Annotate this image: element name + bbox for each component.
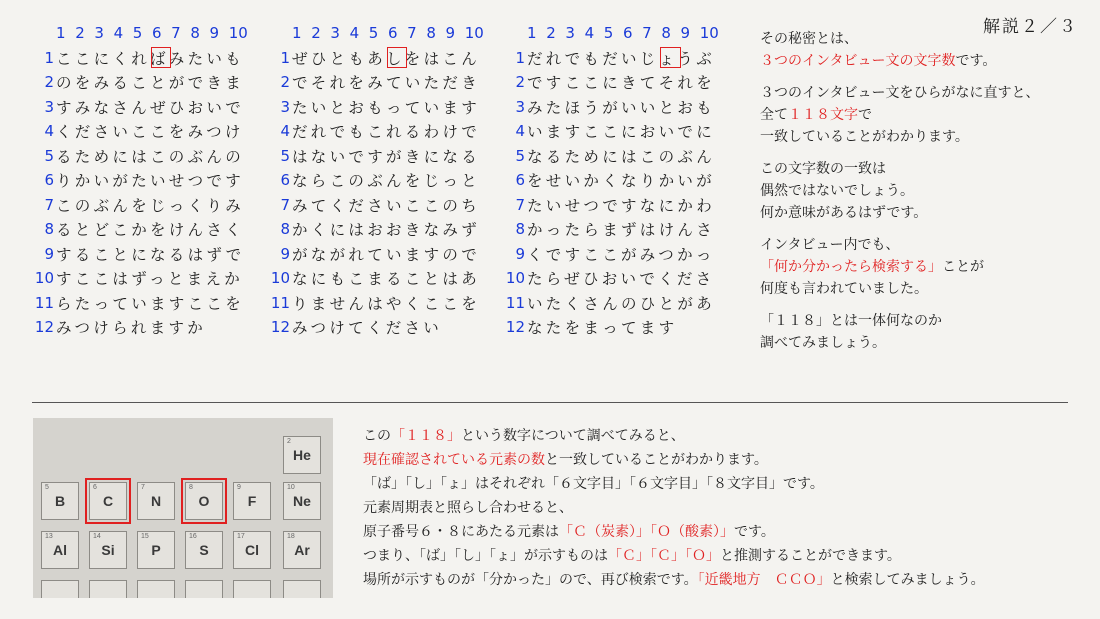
grid-row (503, 316, 677, 339)
element-tile-f (233, 482, 271, 520)
row-text: ここにくればみたいも (56, 49, 245, 68)
row-number: 1 (515, 48, 525, 67)
row-text: なにもこまることはあ (292, 270, 481, 288)
row-number: 12 (505, 318, 525, 336)
grid-row (32, 291, 244, 314)
row-text: らたっていますここを (56, 294, 245, 313)
row-number: 5 (44, 146, 54, 165)
grid-row (32, 71, 244, 94)
row-number: 9 (44, 244, 54, 263)
bottom-line-7 (363, 568, 985, 592)
column-number: 6 (622, 24, 633, 42)
grid-row (503, 169, 715, 192)
explanation-text (760, 28, 1080, 364)
grid-row (268, 193, 480, 216)
row-number: 7 (515, 195, 525, 214)
element-tile-ar (283, 531, 321, 569)
explanation-p3 (760, 158, 1080, 224)
element-tile-b (41, 482, 79, 520)
row-text: なるためにはこのぶん (527, 147, 716, 166)
grid-row (32, 242, 244, 265)
row-text: たらぜひおいでくださ (527, 270, 715, 288)
row-number: 7 (44, 195, 54, 214)
row-number: 4 (515, 122, 525, 140)
bottom-line-6-highlight: 「Ｃ」「Ｃ」「Ｏ」 (608, 548, 720, 564)
explanation-p2-line1: ３つのインタビュー文をひらがなに直すと、 (760, 85, 1040, 101)
grid-row (268, 71, 480, 94)
highlight-box (387, 47, 407, 68)
grid-row (503, 291, 715, 314)
row-text: でそれをみていただき (292, 74, 481, 92)
column-number: 8 (661, 24, 671, 42)
bottom-line-7-highlight: 「近畿地方 ＣＣＯ」 (697, 572, 831, 588)
column-number: 4 (113, 24, 124, 42)
grid-row (32, 95, 244, 118)
atomic-number: 5 (45, 484, 49, 491)
grid-row (503, 218, 715, 241)
row-number: 11 (505, 293, 525, 312)
atomic-number: 18 (287, 533, 295, 540)
column-number: 9 (209, 24, 220, 42)
column-number: 1 (527, 24, 537, 42)
grid-row (268, 95, 480, 118)
column-number: 10 (228, 24, 248, 42)
row-text: がながれていますので (292, 245, 481, 264)
grid-row (268, 316, 442, 339)
row-text: たいとおもっています (292, 98, 481, 117)
grid-row (268, 218, 480, 241)
explanation-p4-line3: 何度も言われていました。 (760, 281, 928, 297)
atomic-number: 6 (93, 484, 97, 491)
column-number: 3 (94, 24, 104, 42)
row-number: 3 (515, 97, 525, 116)
column-number: 8 (426, 24, 436, 42)
row-text: をせいかくなりかいが (527, 172, 716, 190)
bottom-line-2-b: と一致していることがわかります。 (545, 452, 768, 468)
atomic-number: 8 (189, 484, 193, 491)
row-text: いたくさんのひとがあ (527, 294, 716, 313)
row-text: なたをまってます (527, 319, 678, 337)
bottom-line-2-highlight: 現在確認されている元素の数 (363, 452, 545, 468)
bottom-line-6 (363, 544, 985, 568)
element-tile-partial (185, 580, 223, 598)
bottom-line-1-highlight: 「１１８」 (391, 428, 461, 444)
element-tile-he (283, 436, 321, 474)
column-number: 9 (680, 24, 691, 42)
column-number: 8 (190, 24, 200, 42)
explanation-p3-line3: 何か意味があるはずです。 (760, 205, 928, 221)
column-number: 3 (330, 24, 340, 42)
row-text: みつけられますか (56, 319, 207, 337)
row-number: 2 (44, 73, 54, 91)
element-tile-partial (137, 580, 175, 598)
bottom-line-1 (363, 424, 985, 448)
element-tile-s (185, 531, 223, 569)
row-number: 11 (270, 293, 290, 312)
column-number: 2 (546, 24, 556, 42)
row-number: 10 (505, 269, 525, 287)
row-number: 6 (280, 171, 290, 189)
explanation-p4-suffix: ことが (942, 259, 984, 275)
atomic-number: 14 (93, 533, 101, 540)
row-text: たいせつですなにかわ (527, 196, 716, 215)
column-number: 5 (368, 24, 379, 42)
column-number: 7 (642, 24, 652, 42)
bottom-line-5-highlight: 「Ｃ（炭素）」「Ｏ（酸素）」 (559, 524, 734, 540)
explanation-p5 (760, 310, 1080, 354)
grid-row (32, 193, 244, 216)
row-number: 8 (44, 220, 54, 238)
column-numbers (292, 24, 484, 42)
column-number: 4 (584, 24, 595, 42)
column-numbers (56, 24, 248, 42)
row-text: ぜひともあしをはこん (292, 49, 481, 68)
row-text: みつけてください (292, 319, 443, 337)
grid-row (268, 169, 480, 192)
grid-row (32, 169, 244, 192)
column-number: 2 (75, 24, 85, 42)
row-text: くださいここをみつけ (56, 123, 244, 141)
row-number: 8 (515, 220, 525, 238)
row-text: りかいがたいせつです (56, 172, 245, 190)
explanation-p1 (760, 28, 1080, 72)
explanation-p1-suffix: です。 (955, 53, 997, 69)
column-number: 9 (445, 24, 456, 42)
row-text: はないですがきになる (292, 147, 481, 166)
element-tile-cl (233, 531, 271, 569)
row-number: 5 (515, 146, 525, 165)
row-text: かくにはおおきなみず (292, 221, 481, 239)
element-symbol: N (150, 493, 162, 509)
element-symbol: He (293, 447, 311, 463)
explanation-p4 (760, 234, 1080, 300)
atomic-number: 15 (141, 533, 149, 540)
row-text: ですここにきてそれを (527, 74, 716, 92)
row-text: することになるはずで (56, 245, 245, 264)
explanation-p5-line2: 調べてみましょう。 (760, 335, 886, 351)
row-text: すここはずっとまえか (56, 270, 244, 288)
element-tile-partial (89, 580, 127, 598)
explanation-p1-line1: その秘密とは、 (760, 31, 858, 47)
element-symbol: F (247, 493, 257, 509)
row-number: 7 (280, 195, 290, 214)
grid-row (268, 242, 480, 265)
bottom-line-1-a: この (363, 428, 391, 444)
highlight-box (151, 47, 171, 68)
element-symbol: Si (101, 542, 115, 558)
row-text: くですここがみつかっ (527, 245, 715, 264)
row-number: 6 (515, 171, 525, 189)
bottom-explanation (363, 424, 985, 592)
row-number: 2 (515, 73, 525, 91)
element-tile-al (41, 531, 79, 569)
bottom-line-5-b: です。 (734, 524, 775, 540)
explanation-p2-suffix: で (858, 107, 872, 123)
explanation-p2-line3: 一致していることがわかります。 (760, 129, 969, 145)
row-number: 2 (280, 73, 290, 91)
column-number: 6 (151, 24, 162, 42)
bottom-line-6-a: つまり、「ば」「し」「ょ」が示すものは (363, 548, 608, 564)
explanation-p5-line1: 「１１８」とは一体何なのか (760, 313, 942, 329)
row-text: かったらまずはけんさ (527, 221, 716, 239)
bottom-line-3 (363, 472, 985, 496)
row-number: 12 (270, 318, 290, 336)
grid-row (503, 144, 715, 167)
grid-row (503, 71, 715, 94)
element-symbol: Ar (294, 542, 310, 558)
row-text: すみなさんぜひおいで (56, 98, 245, 117)
row-number: 12 (34, 318, 54, 336)
row-text: このぶんをじっくりみ (56, 196, 245, 215)
row-number: 9 (515, 244, 525, 263)
grid-row (32, 267, 243, 290)
element-tile-ne (283, 482, 321, 520)
element-highlight-box (181, 478, 227, 524)
explanation-p1-highlight: ３つのインタビュー文の文字数 (760, 53, 956, 69)
column-number: 5 (132, 24, 143, 42)
explanation-p2-prefix: 全て (760, 107, 788, 123)
row-text: いますここにおいでに (527, 123, 716, 141)
row-number: 9 (280, 244, 290, 263)
row-number: 5 (280, 146, 290, 165)
grid-row (503, 193, 715, 216)
grid-row (503, 242, 715, 265)
bottom-line-5-a: 原子番号６・８にあたる元素は (363, 524, 559, 540)
grid-row (268, 291, 480, 314)
bottom-line-1-b: という数字について調べてみると、 (461, 428, 685, 444)
bottom-line-4 (363, 496, 985, 520)
row-text: みてくださいここのち (292, 196, 481, 215)
atomic-number: 17 (237, 533, 245, 540)
column-number: 4 (349, 24, 360, 42)
row-number: 6 (44, 171, 54, 189)
grid-row (503, 120, 715, 143)
explanation-p3-line2: 偶然ではないでしょう。 (760, 183, 914, 199)
row-text: だれでもだいじょうぶ (527, 49, 716, 68)
element-symbol: S (199, 542, 209, 558)
element-symbol: Ne (293, 493, 311, 509)
page-label: 解説２／３ (983, 17, 1078, 37)
grid-row (503, 95, 715, 118)
element-symbol: P (151, 542, 161, 558)
explanation-p2-highlight: １１８文字 (788, 107, 858, 123)
grid-row (32, 144, 244, 167)
element-symbol: Al (53, 542, 67, 558)
column-number: 3 (565, 24, 575, 42)
grid-row (32, 218, 244, 241)
row-text: りませんはやくここを (292, 294, 481, 313)
explanation-p2 (760, 82, 1080, 148)
element-tile-n (137, 482, 175, 520)
element-tile-p (137, 531, 175, 569)
grid-row (32, 316, 206, 339)
column-number: 2 (311, 24, 321, 42)
row-number: 10 (34, 269, 54, 287)
explanation-p4-line1: インタビュー内でも、 (760, 237, 900, 253)
column-number: 5 (603, 24, 614, 42)
atomic-number: 13 (45, 533, 53, 540)
highlight-box (660, 47, 680, 68)
row-number: 10 (270, 269, 290, 287)
column-number: 10 (464, 24, 484, 42)
bottom-line-5 (363, 520, 985, 544)
row-number: 4 (44, 122, 54, 140)
row-text: るとどこかをけんさく (56, 221, 245, 239)
row-text: のをみることができま (56, 74, 245, 92)
element-symbol: B (54, 493, 66, 509)
column-numbers (527, 24, 719, 42)
row-number: 8 (280, 220, 290, 238)
grid-row (503, 267, 715, 290)
row-number: 3 (44, 97, 54, 116)
element-tile-partial (41, 580, 79, 598)
grid-row (32, 46, 244, 69)
bottom-line-7-b: と検索してみましょう。 (830, 572, 985, 588)
atomic-number: 7 (141, 484, 145, 491)
row-number: 3 (280, 97, 290, 116)
periodic-table-photo (33, 418, 333, 598)
row-text: だれでもこれるわけで (292, 123, 481, 141)
atomic-number: 16 (189, 533, 197, 540)
row-number: 4 (280, 122, 290, 140)
row-text: るためにはこのぶんの (56, 147, 245, 166)
grid-row (268, 267, 480, 290)
bottom-line-3-text: 「ば」「し」「ょ」はそれぞれ「６文字目」「６文字目」「８文字目」です。 (363, 476, 824, 492)
row-number: 1 (280, 48, 290, 67)
grid-row (268, 120, 480, 143)
explanation-p4-highlight: 「何か分かったら検索する」 (760, 259, 942, 275)
atomic-number: 10 (287, 484, 295, 491)
column-number: 1 (292, 24, 302, 42)
row-number: 11 (34, 293, 54, 312)
bottom-line-4-text: 元素周期表と照らし合わせると、 (363, 500, 573, 516)
row-number: 1 (44, 48, 54, 67)
explanation-p3-line1: この文字数の一致は (760, 161, 886, 177)
column-number: 1 (56, 24, 66, 42)
bottom-line-6-b: と推測することができます。 (720, 548, 901, 564)
element-tile-partial (233, 580, 271, 598)
atomic-number: 9 (237, 484, 241, 491)
grid-row (268, 46, 480, 69)
element-symbol: Cl (245, 542, 259, 558)
grid-row (503, 46, 715, 69)
element-tile-partial (283, 580, 321, 598)
row-text: ならこのぶんをじっと (292, 172, 481, 190)
element-tile-si (89, 531, 127, 569)
column-number: 7 (407, 24, 417, 42)
column-number: 6 (387, 24, 398, 42)
grid-row (32, 120, 244, 143)
column-number: 7 (171, 24, 181, 42)
atomic-number: 2 (287, 438, 291, 445)
grid-row (268, 144, 480, 167)
row-text: みたほうがいいとおも (527, 98, 716, 117)
bottom-line-2 (363, 448, 985, 472)
column-number: 10 (699, 24, 719, 42)
bottom-line-7-a: 場所が示すものが「分かった」ので、再び検索です。 (363, 572, 698, 588)
element-highlight-box (85, 478, 131, 524)
element-symbol: C (102, 493, 114, 509)
element-symbol: O (198, 493, 210, 509)
section-divider (32, 402, 1068, 403)
